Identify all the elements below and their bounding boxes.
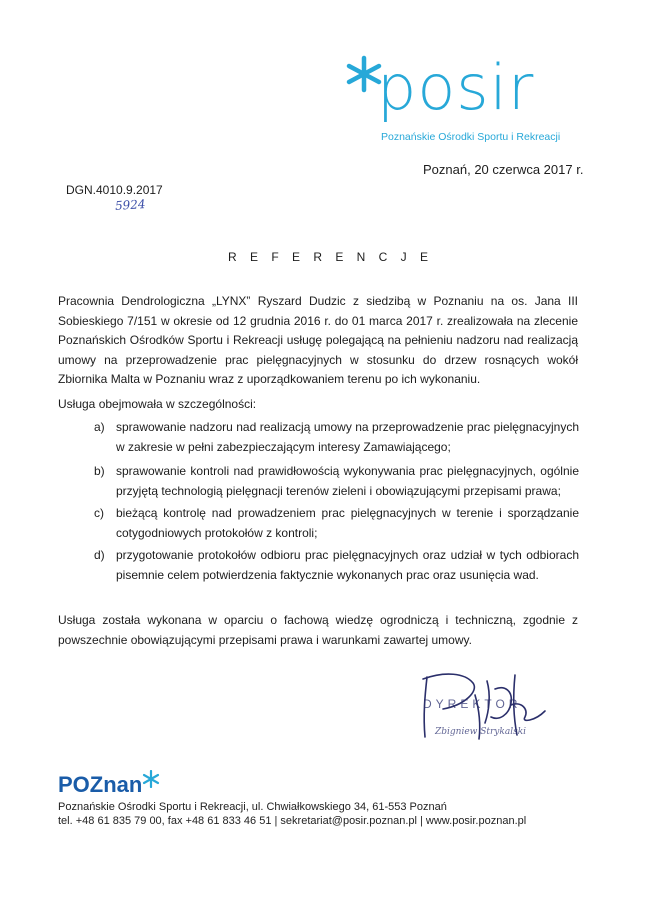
- logo-subtitle: Poznańskie Ośrodki Sportu i Rekreacji: [381, 131, 561, 143]
- list-marker: a): [94, 420, 105, 434]
- list-item-text: przygotowanie protokołów odbioru prac pielęgnacyjnych oraz udział w tych odbiorach pisemnie celem potwierdzenia faktycznie wykonanych prac oraz usunięcia wad.: [116, 548, 579, 582]
- list-marker: c): [94, 506, 104, 520]
- footer-logo-wordmark: POZnan: [58, 772, 143, 797]
- logo-wordmark: posir: [377, 51, 535, 124]
- list-marker: d): [94, 548, 105, 562]
- signature-block: [395, 665, 575, 755]
- posir-logo: [345, 51, 575, 145]
- footer-address: Poznańskie Ośrodki Sportu i Rekreacji, ul. Chwiałkowskiego 34, 61-553 Poznań: [58, 801, 447, 813]
- list-item-text: bieżącą kontrolę nad prowadzeniem prac pielęgnacyjnych w terenie i sporządzanie cotygodniowych protokołów z kontroli;: [116, 506, 579, 540]
- asterisk-logo-icon: [142, 770, 160, 788]
- letter-date: Poznań, 20 czerwca 2017 r.: [423, 162, 584, 177]
- paragraph-main: Pracownia Dendrologiczna „LYNX” Ryszard Dudzic z siedzibą w Poznaniu na os. Jana III Sobieskiego 7/151 w okresie od 12 grudnia 2016 r. do 01 marca 2017 r. zrealizowała na zlecenie Poznańskich Ośrodków Sportu i Rekreacji usługę polegającą na pełnieniu nadzoru nad realizacją umowy na przeprowadzenie prac pielęgnacyjnych w stosunku do drzew rosnących wokół Zbiornika Malta w Poznaniu wraz z uporządkowaniem terenu po ich wykonaniu.: [58, 294, 578, 386]
- paragraph-intro: Usługa obejmowała w szczególności:: [58, 397, 257, 411]
- list-item-text: sprawowanie nadzoru nad realizacją umowy na przeprowadzenie prac pielęgnacyjnych w zakresie w pełni zabezpieczającym interesy Zamawiającego;: [116, 420, 579, 454]
- letter-heading: R E F E R E N C J E: [227, 250, 433, 264]
- reference-number: DGN.4010.9.2017: [66, 183, 163, 197]
- poznan-logo: [58, 770, 178, 800]
- signature-title-stamp: DYREKTOR: [423, 697, 522, 711]
- paragraph-closing: Usługa została wykonana w oparciu o fachową wiedzę ogrodniczą i techniczną, zgodnie z powszechnie obowiązującymi przepisami prawa i warunkami zawartej umowy.: [58, 613, 578, 647]
- list-marker: b): [94, 464, 105, 478]
- footer-contact: tel. +48 61 835 79 00, fax +48 61 833 46 51 | sekretariat@posir.poznan.pl | www.posir.poznan.pl: [58, 815, 527, 827]
- handwritten-signature-icon: [395, 665, 575, 755]
- list-item-text: sprawowanie kontroli nad prawidłowością wykonywania prac pielęgnacyjnych, ogólnie przyjętą technologią pielęgnacji terenów zieleni i obowiązującymi przepisami prawa;: [116, 464, 579, 498]
- signature-name-stamp: Zbigniew Strykalski: [435, 727, 527, 737]
- handwritten-number: 5924: [114, 196, 146, 214]
